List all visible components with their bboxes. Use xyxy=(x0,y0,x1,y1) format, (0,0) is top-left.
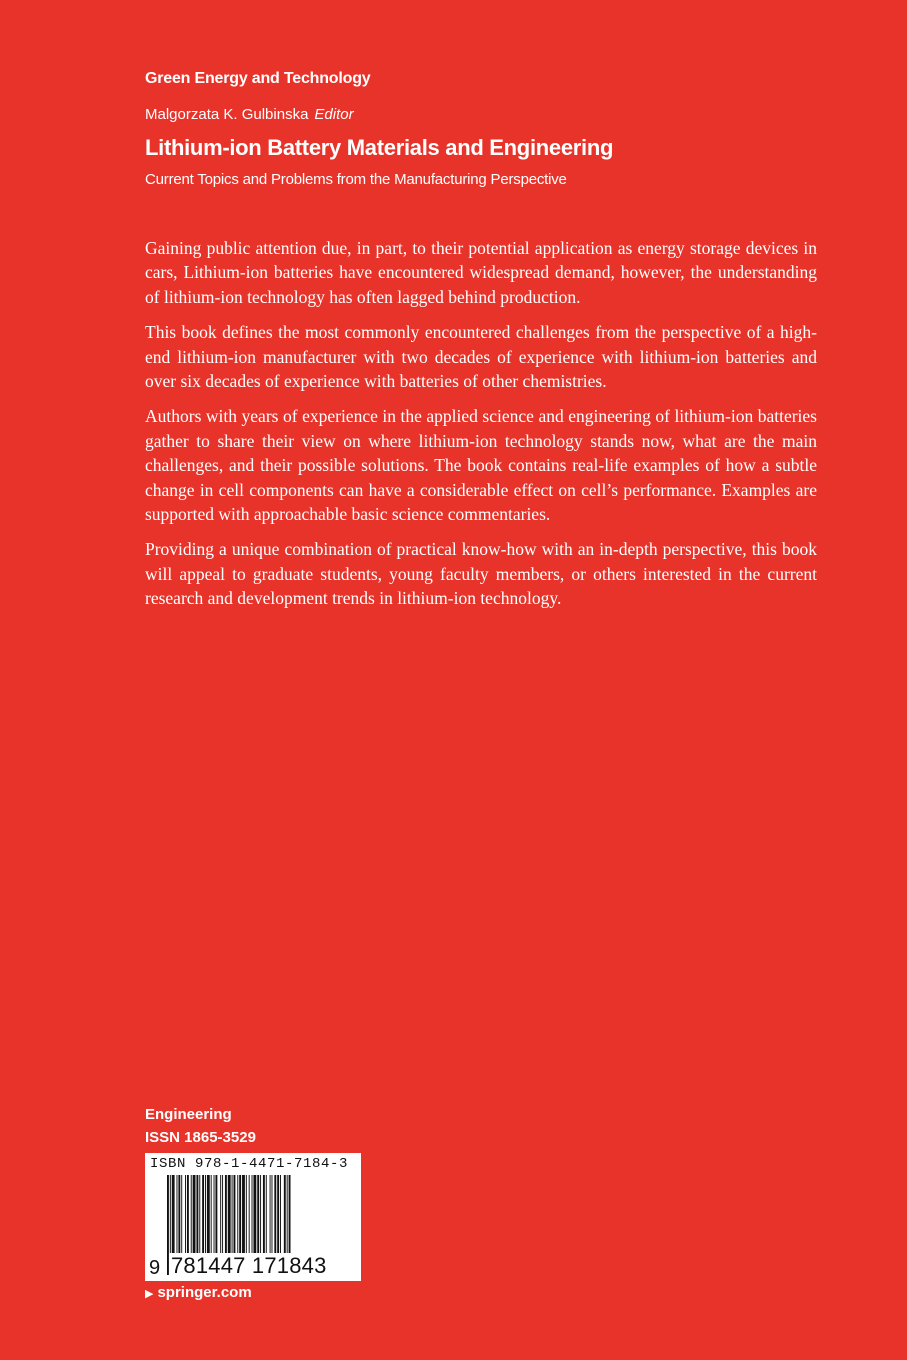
website-link[interactable] xyxy=(145,1284,252,1301)
barcode-digits: 781447 171843 xyxy=(169,1253,357,1279)
description-paragraph-2: This book defines the most commonly encountered challenges from the perspective of a high-end lithium-ion manufacturer with two decades of experience with lithium-ion batteries and over six decades of experience with batteries of other chemistries. xyxy=(145,322,817,392)
isbn-text: ISBN 978-1-4471-7184-3 xyxy=(150,1156,349,1172)
editor-name: Malgorzata K. Gulbinska xyxy=(145,106,309,123)
series-title: Green Energy and Technology xyxy=(145,70,371,87)
book-title: Lithium-ion Battery Materials and Engineering xyxy=(145,135,614,160)
issn-label: ISSN 1865-3529 xyxy=(145,1129,256,1146)
subject-label: Engineering xyxy=(145,1106,232,1123)
description-paragraph-4: Providing a unique combination of practical know-how with an in-depth perspective, this book will appeal to graduate students, young faculty members, or others interested in the current research and development trends in lithium-ion technology. xyxy=(145,539,817,609)
website-label: springer.com xyxy=(157,1284,252,1301)
triangle-right-icon: ▶ xyxy=(145,1288,154,1300)
description xyxy=(145,236,817,622)
editor-role: Editor xyxy=(314,106,354,123)
barcode-first-digit: 9 xyxy=(149,1257,161,1279)
editor-line xyxy=(145,106,354,123)
isbn-barcode xyxy=(145,1153,361,1281)
book-subtitle: Current Topics and Problems from the Manufacturing Perspective xyxy=(145,171,567,188)
description-paragraph-3: Authors with years of experience in the applied science and engineering of lithium-ion batteries gather to share their view on where lithium-ion technology stands now, what are the main challenges, and their possible solutions. The book contains real-life examples of how a subtle change in cell components can have a considerable effect on cell’s performance. Examples are supported with approachable basic science commentaries. xyxy=(145,406,817,525)
description-paragraph-1: Gaining public attention due, in part, to their potential application as energy storage devices in cars, Lithium-ion batteries have encountered widespread demand, however, the understanding of lithium-ion technology has often lagged behind production. xyxy=(145,238,817,307)
